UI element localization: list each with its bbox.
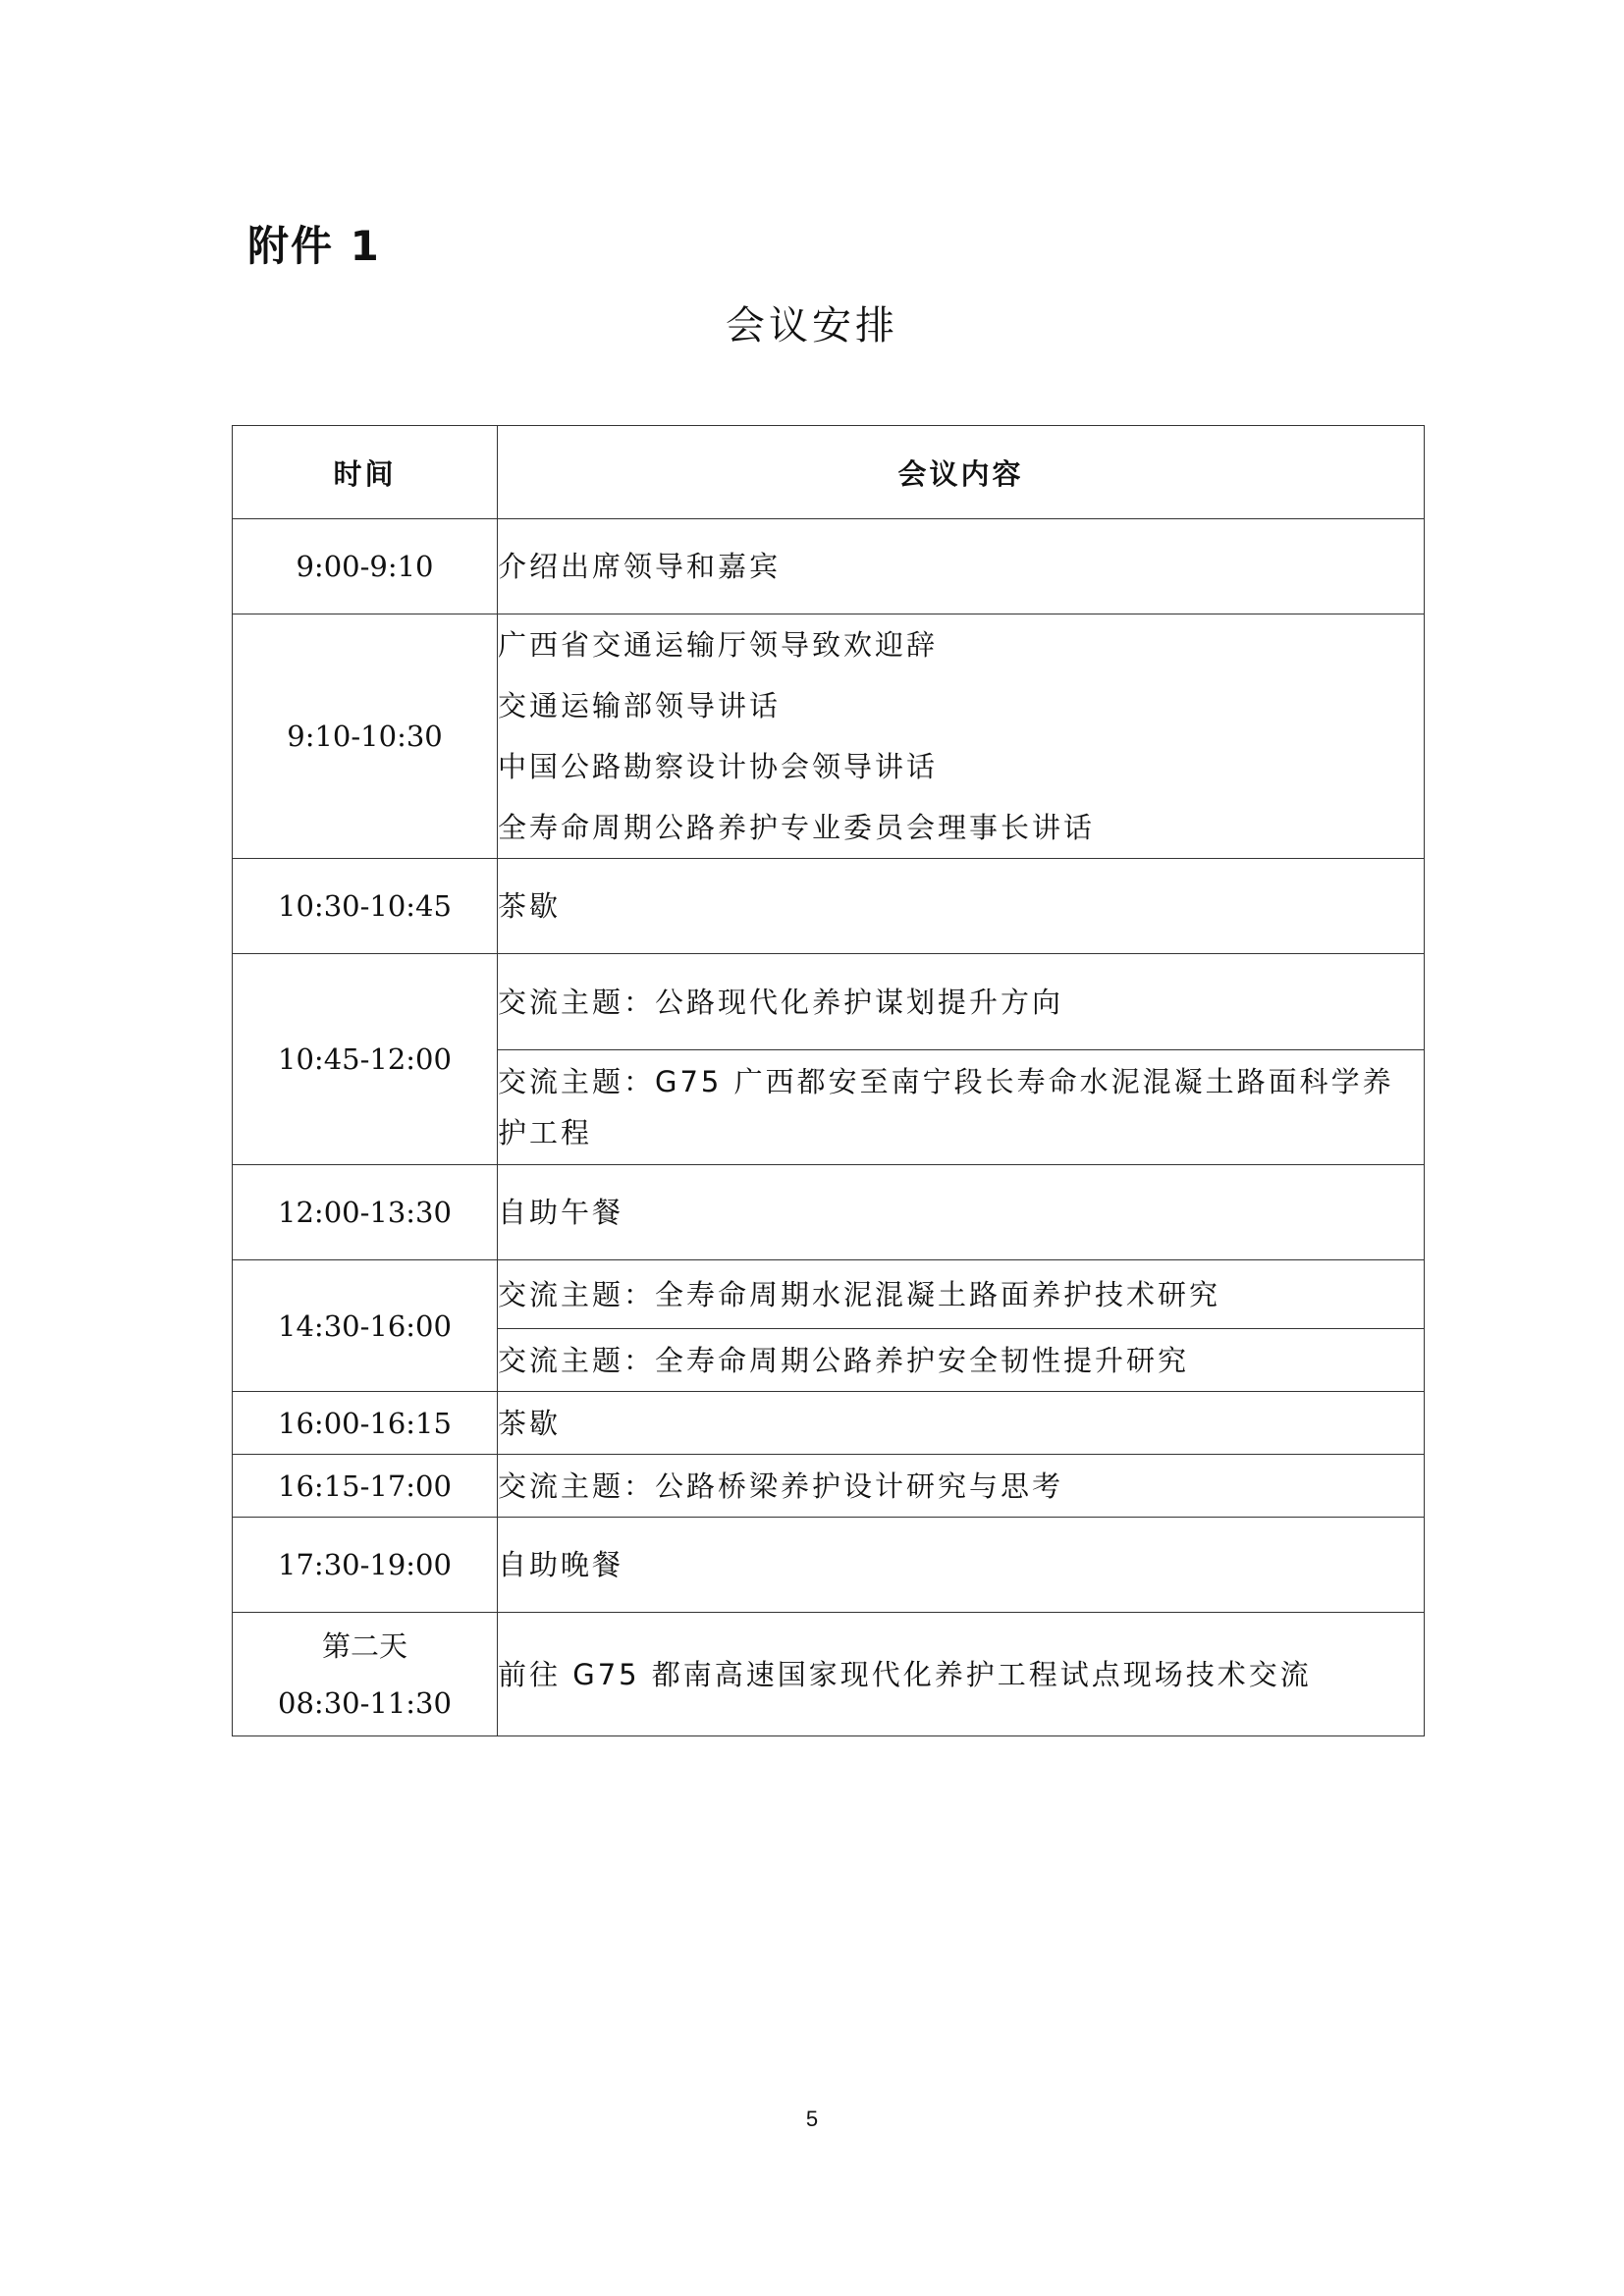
page-number: 5: [805, 2107, 819, 2131]
table-row: [233, 1455, 1425, 1518]
agenda-item: 自助晚餐: [498, 1548, 624, 1581]
agenda-item: 茶歇: [498, 889, 562, 923]
agenda-item: 交通运输部领导讲话: [498, 689, 782, 722]
agenda-item: 介绍出席领导和嘉宾: [498, 550, 782, 583]
agenda-item: 自助午餐: [498, 1196, 624, 1229]
time-cell: 10:45-12:00: [233, 954, 498, 1165]
table-row: [233, 614, 1425, 859]
time-cell: 14:30-16:00: [233, 1260, 498, 1392]
agenda-item: 全寿命周期公路养护专业委员会理事长讲话: [498, 811, 1096, 844]
table-row: [233, 519, 1425, 614]
day-label: 第二天: [321, 1629, 407, 1663]
agenda-item: 前往 G75 都南高速国家现代化养护工程试点现场技术交流: [498, 1657, 1312, 1691]
content-cell: [498, 1165, 1425, 1260]
agenda-item: 交流主题：公路现代化养护谋划提升方向: [498, 985, 1064, 1019]
content-cell: [498, 954, 1425, 1050]
content-cell: [498, 1260, 1425, 1329]
table-row: [233, 1518, 1425, 1613]
time-cell: 10:30-10:45: [233, 859, 498, 954]
content-cell: [498, 1455, 1425, 1518]
agenda-item: 交流主题：G75 广西都安至南宁段长寿命水泥混凝土路面科学养护工程: [498, 1065, 1394, 1149]
page-title: 会议安排: [726, 303, 898, 348]
table-row: [233, 1613, 1425, 1736]
agenda-item: 交流主题：公路桥梁养护设计研究与思考: [498, 1468, 1064, 1503]
content-cell: [498, 519, 1425, 614]
agenda-item: 广西省交通运输厅领导致欢迎辞: [498, 628, 939, 662]
agenda-item: 中国公路勘察设计协会领导讲话: [498, 750, 939, 783]
time-cell: 16:00-16:15: [233, 1392, 498, 1455]
time-cell: 9:10-10:30: [233, 614, 498, 859]
time-cell: 12:00-13:30: [233, 1165, 498, 1260]
time-range: 08:30-11:30: [278, 1685, 452, 1720]
table-row: [233, 1165, 1425, 1260]
table-row: [233, 859, 1425, 954]
table-row: [233, 1392, 1425, 1455]
schedule-table: [232, 425, 1425, 1736]
header-content: 会议内容: [498, 426, 1425, 519]
content-cell: [498, 1050, 1425, 1165]
table-row: [233, 954, 1425, 1050]
agenda-item: 茶歇: [498, 1406, 562, 1440]
time-cell: 17:30-19:00: [233, 1518, 498, 1613]
content-cell: [498, 1392, 1425, 1455]
agenda-item: 交流主题：全寿命周期公路养护安全韧性提升研究: [498, 1343, 1190, 1377]
table-header-row: [233, 426, 1425, 519]
time-cell: [233, 1613, 498, 1736]
header-time: 时间: [233, 426, 498, 519]
content-cell: [498, 1518, 1425, 1613]
time-cell: 16:15-17:00: [233, 1455, 498, 1518]
content-cell: [498, 859, 1425, 954]
content-cell: [498, 1613, 1425, 1736]
content-cell: [498, 1329, 1425, 1392]
content-cell: [498, 614, 1425, 859]
time-cell: 9:00-9:10: [233, 519, 498, 614]
table-row: [233, 1260, 1425, 1329]
attachment-label: 附件 1: [247, 222, 381, 270]
agenda-item: 交流主题：全寿命周期水泥混凝土路面养护技术研究: [498, 1277, 1221, 1311]
